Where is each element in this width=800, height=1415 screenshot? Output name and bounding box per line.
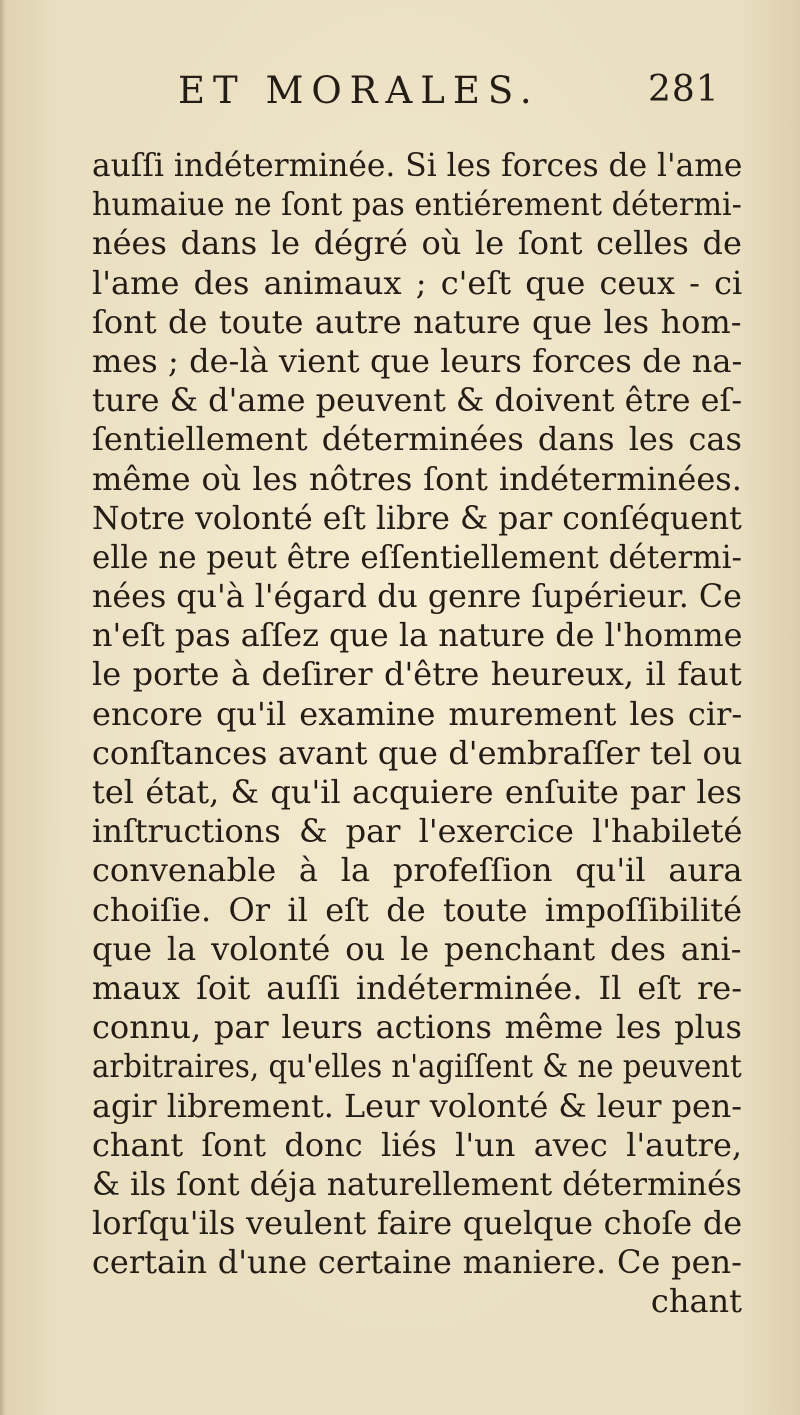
running-head: ET MORALES.	[178, 69, 540, 112]
text-line: auſſi indéterminée. Si les forces de l'ame	[92, 146, 743, 184]
text-line: ſentiellement déterminées dans les cas	[92, 420, 742, 459]
text-line: elle ne peut être eſſentiellement détermi-	[92, 537, 742, 576]
text-line: le porte à deſirer d'être heureux, il faut	[92, 655, 742, 694]
text-line: agir librement. Leur volonté & leur pen-	[92, 1086, 742, 1125]
page-number: 281	[648, 69, 720, 110]
text-line: ture & d'ame peuvent & doivent être eſ-	[92, 381, 743, 420]
text-line: n'eſt pas aſſez que la nature de l'homme	[92, 616, 743, 655]
catchword: chant	[650, 1282, 742, 1321]
text-line: chant ſont donc liés l'un avec l'autre,	[92, 1125, 743, 1164]
text-line: conſtances avant que d'embraſſer tel ou	[92, 733, 743, 772]
text-line: convenable à la profeſſion qu'il aura	[92, 851, 743, 890]
text-line: arbitraires, qu'elles n'agiſſent & ne peuvent	[92, 1047, 742, 1086]
body-text	[92, 146, 742, 1322]
text-line: lorſqu'ils veulent faire quelque choſe de	[92, 1204, 743, 1243]
text-line: maux ſoit auſſi indéterminée. Il eſt re-	[92, 968, 743, 1007]
text-line: ſont de toute autre nature que les hom-	[92, 302, 742, 341]
text-line: mes ; de-là vient que leurs forces de na-	[92, 341, 743, 380]
text-line: l'ame des animaux ; c'eſt que ceux - ci	[92, 263, 743, 302]
text-line: choiſie. Or il eſt de toute impoſſibilité	[92, 890, 743, 929]
text-line: certain d'une certaine maniere. Ce pen-	[92, 1243, 742, 1282]
text-line: nées qu'à l'égard du genre ſupérieur. Ce	[92, 577, 742, 616]
text-line: humaiue ne ſont pas entiérement détermi-	[92, 185, 742, 224]
text-line: encore qu'il examine murement les cir-	[92, 694, 743, 733]
text-line: connu, par leurs actions même les plus	[92, 1008, 742, 1047]
text-line: nées dans le dégré où le ſont celles de	[92, 224, 742, 263]
text-line: tel état, & qu'il acquiere enſuite par les	[92, 773, 742, 811]
text-line: inſtructions & par l'exercice l'habileté	[92, 812, 743, 851]
text-line: que la volonté ou le penchant des ani-	[92, 929, 742, 968]
text-line: & ils ſont déja naturellement déterminés	[92, 1164, 742, 1203]
page-gutter-shadow	[0, 0, 6, 1415]
text-line: Notre volonté eſt libre & par conſéquent	[92, 498, 742, 537]
text-line: même où les nôtres ſont indéterminées.	[92, 459, 742, 498]
